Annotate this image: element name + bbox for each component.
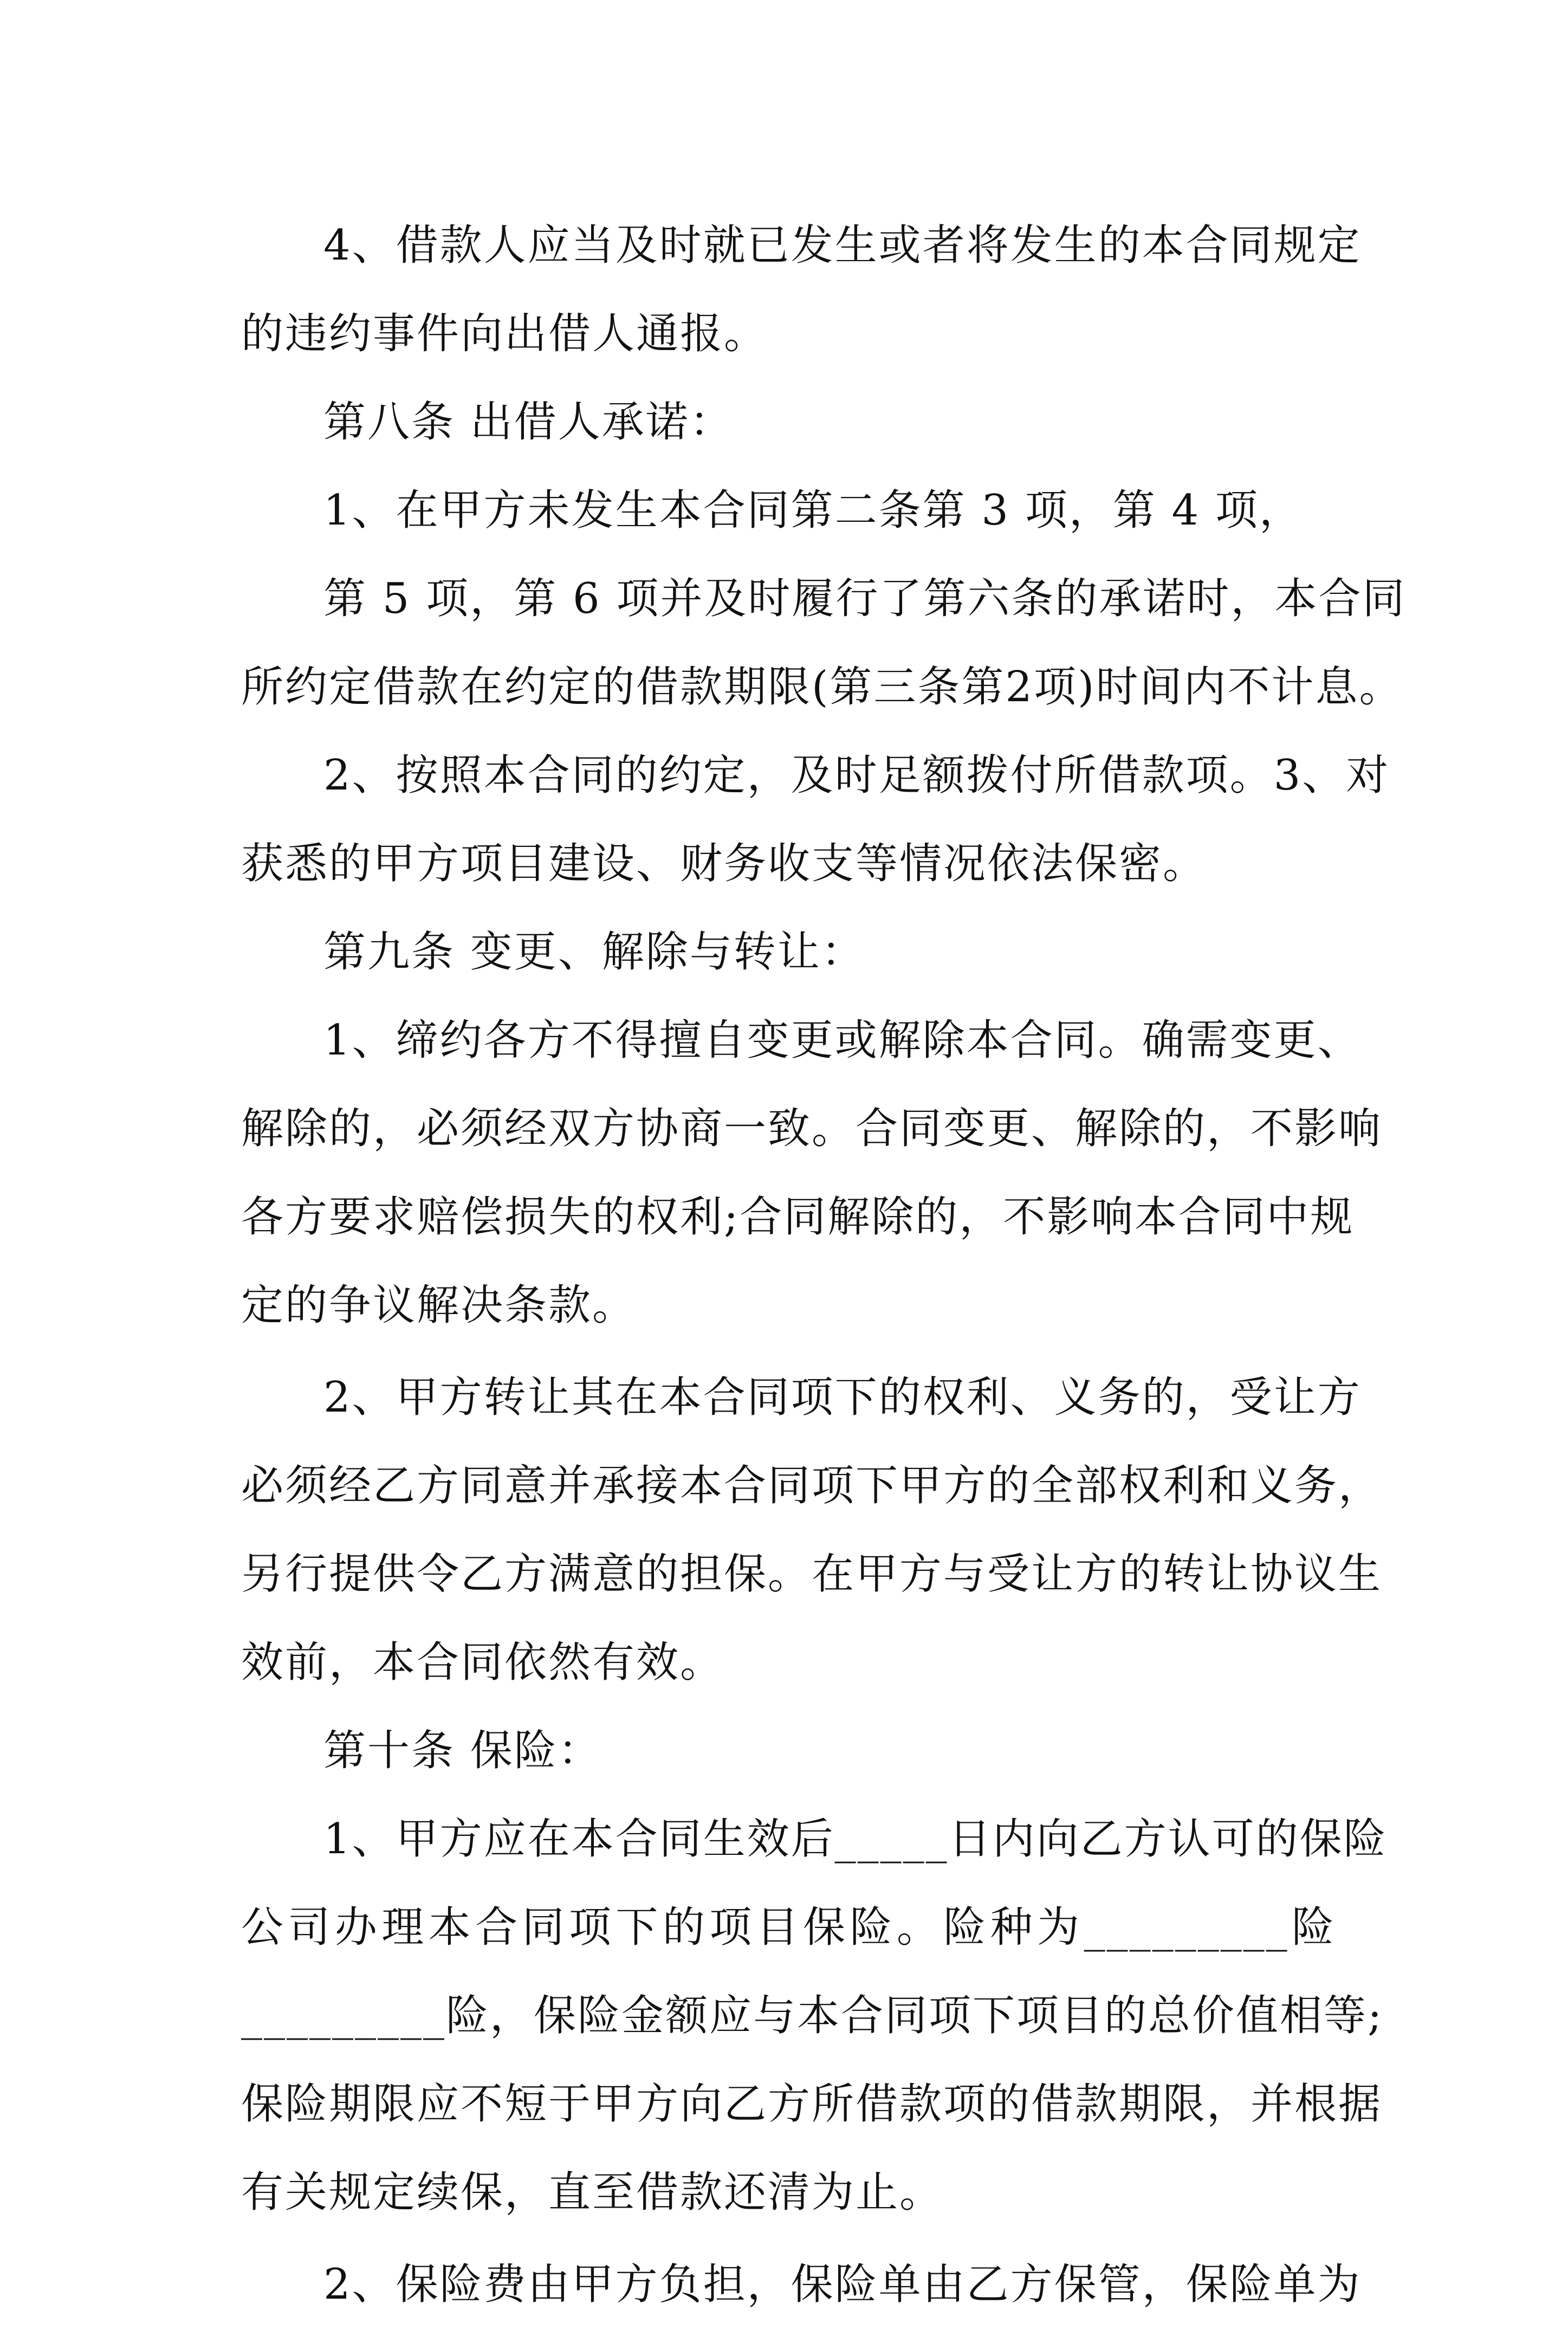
clause-line: 效前，本合同依然有效。 [241,1638,724,1687]
clause-line: 2、保险费由甲方负担，保险单由乙方保管，保险单为 [323,2260,1362,2309]
clause-line: 保险期限应不短于甲方向乙方所借款项的借款期限，并根据 [241,2080,1383,2129]
clause-line: 的违约事件向出借人通报。 [241,309,768,358]
clause-line: 2、甲方转让其在本合同项下的权利、义务的，受让方 [323,1373,1362,1422]
clause-line: 2、按照本合同的约定，及时足额拨付所借款项。3、对 [323,751,1390,800]
clause-line: 1、在甲方未发生本合同第二条第 3 项，第 4 项， [323,486,1304,535]
clause-line: 1、甲方应在本合同生效后_____日内向乙方认可的保险 [323,1815,1388,1864]
clause-line: 定的争议解决条款。 [241,1281,637,1330]
clause-line: 各方要求赔偿损失的权利;合同解除的，不影响本合同中规 [241,1193,1355,1241]
clause-line: 另行提供令乙方满意的担保。在甲方与受让方的转让协议生 [241,1550,1383,1599]
clause-line: 公司办理本合同项下的项目保险。险种为_________险 [241,1903,1336,1952]
clause-line: _________险，保险金额应与本合同项下项目的总价值相等; [241,1991,1384,2040]
clause-line: 1、缔约各方不得擅自变更或解除本合同。确需变更、 [323,1016,1362,1065]
clause-line: 获悉的甲方项目建设、财务收支等情况依法保密。 [241,839,1207,888]
article-heading: 第十条 保险： [323,1726,602,1775]
clause-line: 解除的，必须经双方协商一致。合同变更、解除的，不影响 [241,1104,1383,1153]
clause-line: 必须经乙方同意并承接本合同项下甲方的全部权利和义务， [241,1461,1383,1510]
article-heading: 第八条 出借人承诺： [323,398,734,447]
document-body [241,202,1407,2329]
clause-line: 所约定借款在约定的借款期限(第三条第2项)时间内不计息。 [241,663,1403,711]
article-heading: 第九条 变更、解除与转让： [323,928,865,976]
clause-line: 4、借款人应当及时就已发生或者将发生的本合同规定 [323,221,1362,270]
clause-line: 有关规定续保，直至借款还清为止。 [241,2168,944,2217]
clause-line: 第 5 项，第 6 项并及时履行了第六条的承诺时，本合同 [323,574,1407,623]
